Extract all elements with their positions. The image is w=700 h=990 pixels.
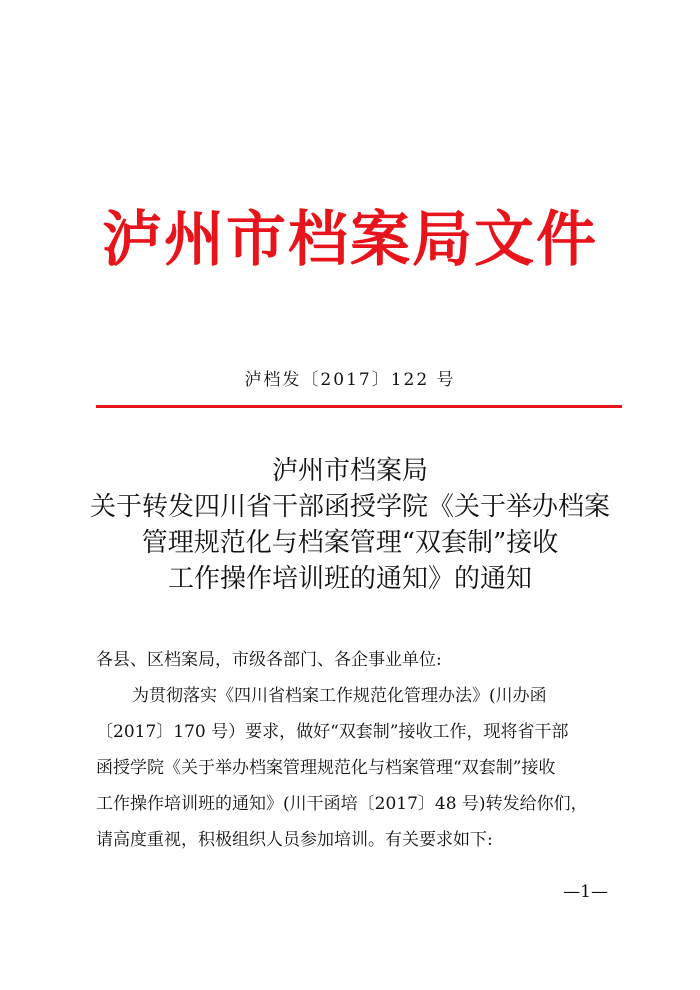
body-line: 为贯彻落实《四川省档案工作规范化管理办法》(川办函 (132, 686, 547, 706)
salutation: 各县、区档案局，市级各部门、各企事业单位: (96, 650, 442, 670)
notice-title-line: 关于转发四川省干部函授学院《关于举办档案 (89, 492, 610, 522)
body-paragraph (96, 678, 626, 858)
document-number: 泸档发〔2017〕122 号 (244, 370, 456, 390)
notice-title-line: 管理规范化与档案管理“双套制”接收 (141, 528, 559, 558)
document-header-title: 泸州市档案局文件 (102, 205, 598, 275)
body-line: 函授学院《关于举办档案管理规范化与档案管理“双套制”接收 (96, 758, 556, 778)
body-line: 〔2017〕170 号）要求，做好“双套制”接收工作，现将省干部 (96, 722, 569, 742)
notice-title (0, 453, 700, 597)
notice-title-line: 泸州市档案局 (271, 456, 428, 486)
body-line: 请高度重视，积极组织人员参加培训。有关要求如下: (96, 830, 493, 850)
body-line: 工作操作培训班的通知》(川干函培〔2017〕48 号)转发给你们， (96, 794, 588, 814)
red-separator-line (96, 405, 622, 408)
page-number: —1— (563, 882, 608, 902)
notice-title-line: 工作操作培训班的通知》的通知 (167, 564, 532, 594)
